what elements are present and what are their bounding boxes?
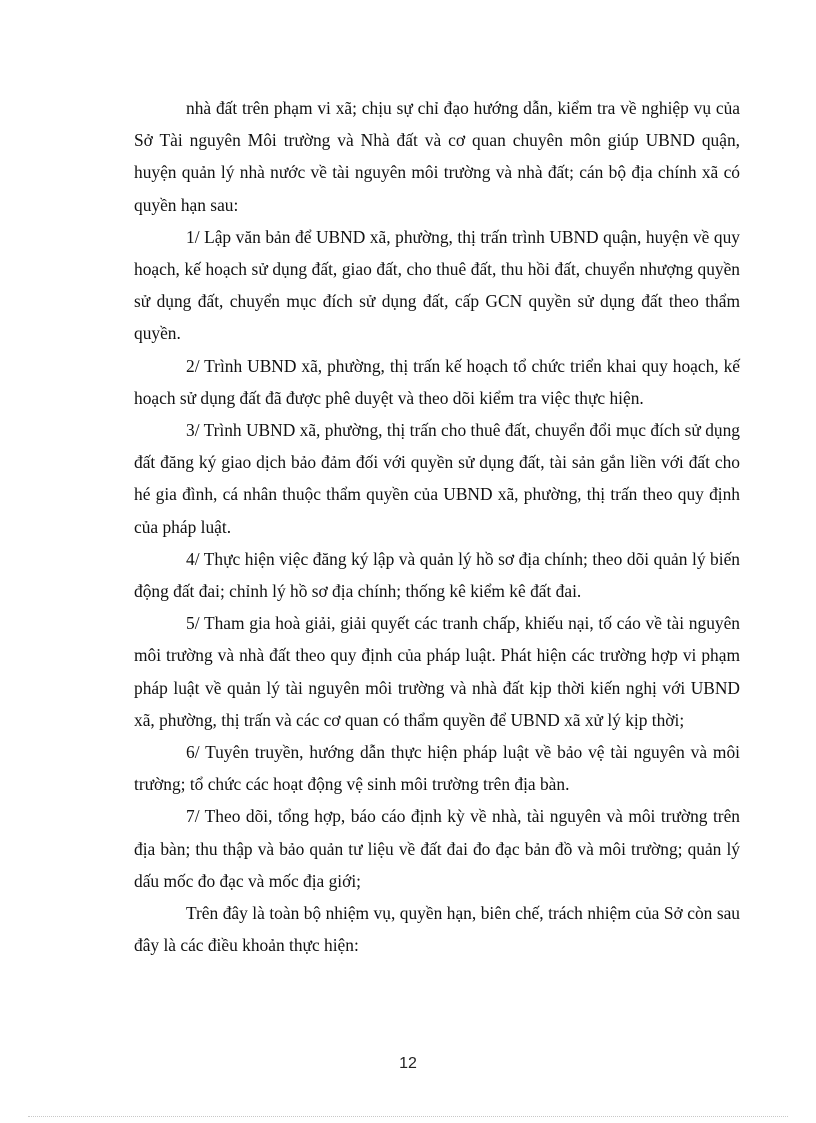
paragraph-item-4: 4/ Thực hiện việc đăng ký lập và quản lý hồ sơ địa chính; theo dõi quản lý biến động đất đai; chỉnh lý hồ sơ địa chính; thống kê kiểm kê đất đai. xyxy=(134,548,740,602)
page-bottom-divider xyxy=(28,1116,788,1117)
paragraph-intro: nhà đất trên phạm vi xã; chịu sự chỉ đạo hướng dẫn, kiểm tra về nghiệp vụ của Sở Tài nguyên Môi trường và Nhà đất và cơ quan chuyên môn giúp UBND quận, huyện quản lý nhà nước về tài nguyên môi trường và nhà đất; cán bộ địa chính xã có quyền hạn sau: xyxy=(134,98,740,215)
paragraph-item-6: 6/ Tuyên truyền, hướng dẫn thực hiện pháp luật về bảo vệ tài nguyên và môi trường; tổ chức các hoạt động vệ sinh môi trường trên địa bàn. xyxy=(134,742,740,795)
paragraph-item-1: 1/ Lập văn bản để UBND xã, phường, thị trấn trình UBND quận, huyện về quy hoạch, kế hoạch sử dụng đất, giao đất, cho thuê đất, thu hồi đất, chuyển nhượng quyền sử dụng đất, chuyển mục đích sử dụng đất, cấp GCN quyền sử dụng đất theo thẩm quyền. xyxy=(134,226,740,344)
paragraph-item-3: 3/ Trình UBND xã, phường, thị trấn cho thuê đất, chuyển đổi mục đích sử dụng đất đăng ký giao dịch bảo đảm đối với quyền sử dụng đất, tài sản gắn liền với đất cho hé gia đình, cá nhân thuộc thẩm quyền của UBND xã, phường, thị trấn theo quy định của pháp luật. xyxy=(134,420,740,537)
paragraph-closing: Trên đây là toàn bộ nhiệm vụ, quyền hạn, biên chế, trách nhiệm của Sở còn sau đây là các điều khoản thực hiện: xyxy=(134,903,740,956)
body-text xyxy=(134,92,740,961)
paragraph-item-7: 7/ Theo dõi, tổng hợp, báo cáo định kỳ về nhà, tài nguyên và môi trường trên địa bàn; thu thập và bảo quản tư liệu về đất đai đo đạc bản đồ và môi trường; quản lý dấu mốc đo đạc và mốc địa giới; xyxy=(134,806,740,891)
paragraph-item-5: 5/ Tham gia hoà giải, giải quyết các tranh chấp, khiếu nại, tố cáo về tài nguyên môi trường và nhà đất theo quy định của pháp luật. Phát hiện các trường hợp vi phạm pháp luật về quản lý tài nguyên môi trường và nhà đất kịp thời kiến nghị với UBND xã, phường, thị trấn và các cơ quan có thẩm quyền để UBND xã xử lý kịp thời; xyxy=(134,613,740,730)
paragraph-item-2: 2/ Trình UBND xã, phường, thị trấn kế hoạch tổ chức triển khai quy hoạch, kế hoạch sử dụng đất đã được phê duyệt và theo dõi kiểm tra việc thực hiện. xyxy=(134,355,740,408)
page-number: 12 xyxy=(399,1055,417,1072)
